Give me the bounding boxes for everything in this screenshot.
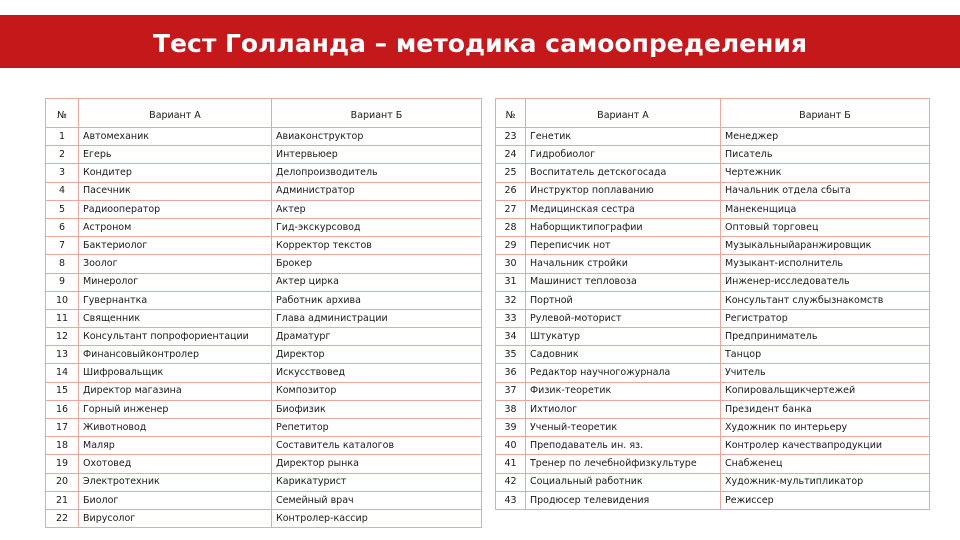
row-number: 3 xyxy=(46,164,79,182)
row-number: 34 xyxy=(496,328,526,346)
variant-a-cell: Социальный работник xyxy=(526,473,721,491)
table-row xyxy=(46,146,482,164)
variant-b-cell: Драматург xyxy=(272,328,482,346)
variant-a-cell: Биолог xyxy=(79,491,272,509)
variant-b-cell: Чертежник xyxy=(721,164,930,182)
variant-a-cell: Бактериолог xyxy=(79,237,272,255)
table-header-row xyxy=(496,99,930,128)
table-row xyxy=(46,218,482,236)
table-row xyxy=(496,146,930,164)
variant-a-cell: Машинист тепловоза xyxy=(526,273,721,291)
variant-b-cell: Музыкальныйаранжировщик xyxy=(721,237,930,255)
variant-b-cell: Оптовый торговец xyxy=(721,218,930,236)
variant-a-cell: Охотовед xyxy=(79,455,272,473)
table-row xyxy=(46,509,482,527)
row-number: 25 xyxy=(496,164,526,182)
row-number: 13 xyxy=(46,346,79,364)
table-row xyxy=(496,309,930,327)
row-number: 6 xyxy=(46,218,79,236)
variant-a-cell: Радиооператор xyxy=(79,200,272,218)
row-number: 29 xyxy=(496,237,526,255)
row-number: 23 xyxy=(496,128,526,146)
table-row xyxy=(496,273,930,291)
variant-a-cell: Тренер по лечебнойфизкультуре xyxy=(526,455,721,473)
variant-b-cell: Карикатурист xyxy=(272,473,482,491)
variant-b-cell: Семейный врач xyxy=(272,491,482,509)
variant-b-cell: Художник-мультипликатор xyxy=(721,473,930,491)
table-row xyxy=(46,255,482,273)
variant-a-cell: Продюсер телевидения xyxy=(526,491,721,509)
table-row xyxy=(46,182,482,200)
header-number: № xyxy=(46,99,79,128)
variant-a-cell: Наборщиктипографии xyxy=(526,218,721,236)
variant-b-cell: Актер цирка xyxy=(272,273,482,291)
title-banner xyxy=(0,15,960,68)
row-number: 27 xyxy=(496,200,526,218)
variant-a-cell: Финансовыйконтролер xyxy=(79,346,272,364)
header-number: № xyxy=(496,99,526,128)
variant-b-cell: Гид-экскурсовод xyxy=(272,218,482,236)
row-number: 42 xyxy=(496,473,526,491)
variant-b-cell: Контролер-кассир xyxy=(272,509,482,527)
table-row xyxy=(496,164,930,182)
variant-a-cell: Шифровальщик xyxy=(79,364,272,382)
variant-a-cell: Ихтиолог xyxy=(526,400,721,418)
variant-a-cell: Зоолог xyxy=(79,255,272,273)
row-number: 18 xyxy=(46,437,79,455)
table-row xyxy=(496,200,930,218)
variant-a-cell: Гувернантка xyxy=(79,291,272,309)
variant-a-cell: Электротехник xyxy=(79,473,272,491)
variant-a-cell: Горный инженер xyxy=(79,400,272,418)
table-row xyxy=(496,291,930,309)
holland-table-right xyxy=(495,98,930,510)
table-row xyxy=(46,437,482,455)
variant-b-cell: Составитель каталогов xyxy=(272,437,482,455)
row-number: 22 xyxy=(46,509,79,527)
variant-b-cell: Предприниматель xyxy=(721,328,930,346)
variant-b-cell: Интервьюер xyxy=(272,146,482,164)
variant-a-cell: Астроном xyxy=(79,218,272,236)
variant-a-cell: Маляр xyxy=(79,437,272,455)
row-number: 1 xyxy=(46,128,79,146)
row-number: 39 xyxy=(496,419,526,437)
variant-b-cell: Директор xyxy=(272,346,482,364)
variant-b-cell: Консультант службызнакомств xyxy=(721,291,930,309)
variant-a-cell: Священник xyxy=(79,309,272,327)
row-number: 37 xyxy=(496,382,526,400)
row-number: 15 xyxy=(46,382,79,400)
variant-b-cell: Репетитор xyxy=(272,419,482,437)
variant-a-cell: Гидробиолог xyxy=(526,146,721,164)
variant-a-cell: Егерь xyxy=(79,146,272,164)
table-row xyxy=(496,419,930,437)
row-number: 8 xyxy=(46,255,79,273)
table-row xyxy=(496,400,930,418)
table-row xyxy=(46,128,482,146)
table-row xyxy=(46,382,482,400)
variant-b-cell: Художник по интерьеру xyxy=(721,419,930,437)
table-row xyxy=(496,255,930,273)
table-row xyxy=(46,309,482,327)
variant-b-cell: Копировальщикчертежей xyxy=(721,382,930,400)
row-number: 26 xyxy=(496,182,526,200)
row-number: 5 xyxy=(46,200,79,218)
table-row xyxy=(496,473,930,491)
variant-b-cell: Регистратор xyxy=(721,309,930,327)
row-number: 7 xyxy=(46,237,79,255)
table-row xyxy=(46,291,482,309)
header-variant-a: Вариант А xyxy=(526,99,721,128)
row-number: 24 xyxy=(496,146,526,164)
row-number: 30 xyxy=(496,255,526,273)
header-variant-a: Вариант А xyxy=(79,99,272,128)
variant-a-cell: Автомеханик xyxy=(79,128,272,146)
variant-a-cell: Портной xyxy=(526,291,721,309)
table-row xyxy=(46,164,482,182)
table-row xyxy=(46,200,482,218)
variant-a-cell: Консультант попрофориентации xyxy=(79,328,272,346)
variant-a-cell: Ученый-теоретик xyxy=(526,419,721,437)
row-number: 17 xyxy=(46,419,79,437)
variant-b-cell: Композитор xyxy=(272,382,482,400)
variant-a-cell: Редактор научногожурнала xyxy=(526,364,721,382)
holland-table-left xyxy=(45,98,482,528)
table-row xyxy=(46,364,482,382)
row-number: 12 xyxy=(46,328,79,346)
variant-b-cell: Начальник отдела сбыта xyxy=(721,182,930,200)
table-row xyxy=(496,382,930,400)
row-number: 36 xyxy=(496,364,526,382)
variant-b-cell: Глава администрации xyxy=(272,309,482,327)
variant-a-cell: Начальник стройки xyxy=(526,255,721,273)
variant-a-cell: Животновод xyxy=(79,419,272,437)
table-row xyxy=(46,455,482,473)
variant-a-cell: Директор магазина xyxy=(79,382,272,400)
variant-b-cell: Менеджер xyxy=(721,128,930,146)
page-title: Тест Голланда – методика самоопределения xyxy=(152,29,808,58)
row-number: 9 xyxy=(46,273,79,291)
variant-a-cell: Генетик xyxy=(526,128,721,146)
variant-a-cell: Садовник xyxy=(526,346,721,364)
variant-b-cell: Работник архива xyxy=(272,291,482,309)
variant-b-cell: Режиссер xyxy=(721,491,930,509)
row-number: 28 xyxy=(496,218,526,236)
table-row xyxy=(46,346,482,364)
table-row xyxy=(46,419,482,437)
table-row xyxy=(46,273,482,291)
table-row xyxy=(496,455,930,473)
variant-a-cell: Кондитер xyxy=(79,164,272,182)
variant-a-cell: Переписчик нот xyxy=(526,237,721,255)
row-number: 21 xyxy=(46,491,79,509)
row-number: 43 xyxy=(496,491,526,509)
row-number: 33 xyxy=(496,309,526,327)
table-row xyxy=(46,237,482,255)
variant-a-cell: Вирусолог xyxy=(79,509,272,527)
row-number: 41 xyxy=(496,455,526,473)
table-row xyxy=(496,237,930,255)
table-header-row xyxy=(46,99,482,128)
variant-b-cell: Делопроизводитель xyxy=(272,164,482,182)
table-row xyxy=(496,491,930,509)
variant-b-cell: Администратор xyxy=(272,182,482,200)
variant-b-cell: Манекенщица xyxy=(721,200,930,218)
variant-a-cell: Штукатур xyxy=(526,328,721,346)
variant-b-cell: Корректор текстов xyxy=(272,237,482,255)
table-row xyxy=(46,491,482,509)
variant-a-cell: Преподаватель ин. яз. xyxy=(526,437,721,455)
row-number: 19 xyxy=(46,455,79,473)
variant-b-cell: Президент банка xyxy=(721,400,930,418)
variant-a-cell: Рулевой-моторист xyxy=(526,309,721,327)
row-number: 11 xyxy=(46,309,79,327)
table-row xyxy=(46,473,482,491)
table-row xyxy=(46,400,482,418)
variant-a-cell: Физик-теоретик xyxy=(526,382,721,400)
row-number: 10 xyxy=(46,291,79,309)
table-row xyxy=(496,328,930,346)
variant-b-cell: Биофизик xyxy=(272,400,482,418)
table-row xyxy=(496,346,930,364)
row-number: 16 xyxy=(46,400,79,418)
variant-b-cell: Снабженец xyxy=(721,455,930,473)
variant-b-cell: Контролер качествапродукции xyxy=(721,437,930,455)
table-row xyxy=(496,182,930,200)
variant-b-cell: Актер xyxy=(272,200,482,218)
row-number: 2 xyxy=(46,146,79,164)
table-row xyxy=(46,328,482,346)
row-number: 31 xyxy=(496,273,526,291)
variant-a-cell: Медицинская сестра xyxy=(526,200,721,218)
row-number: 40 xyxy=(496,437,526,455)
variant-b-cell: Искусствовед xyxy=(272,364,482,382)
variant-a-cell: Минеролог xyxy=(79,273,272,291)
variant-b-cell: Брокер xyxy=(272,255,482,273)
row-number: 35 xyxy=(496,346,526,364)
row-number: 14 xyxy=(46,364,79,382)
row-number: 32 xyxy=(496,291,526,309)
variant-b-cell: Авиаконструктор xyxy=(272,128,482,146)
table-row xyxy=(496,437,930,455)
variant-b-cell: Учитель xyxy=(721,364,930,382)
table-row xyxy=(496,128,930,146)
table-row xyxy=(496,364,930,382)
table-row xyxy=(496,218,930,236)
variant-a-cell: Воспитатель детскогосада xyxy=(526,164,721,182)
variant-a-cell: Инструктор поплаванию xyxy=(526,182,721,200)
row-number: 4 xyxy=(46,182,79,200)
header-variant-b: Вариант Б xyxy=(272,99,482,128)
row-number: 20 xyxy=(46,473,79,491)
row-number: 38 xyxy=(496,400,526,418)
variant-b-cell: Танцор xyxy=(721,346,930,364)
variant-b-cell: Писатель xyxy=(721,146,930,164)
variant-b-cell: Инженер-исследователь xyxy=(721,273,930,291)
variant-b-cell: Директор рынка xyxy=(272,455,482,473)
header-variant-b: Вариант Б xyxy=(721,99,930,128)
variant-a-cell: Пасечник xyxy=(79,182,272,200)
variant-b-cell: Музыкант-исполнитель xyxy=(721,255,930,273)
